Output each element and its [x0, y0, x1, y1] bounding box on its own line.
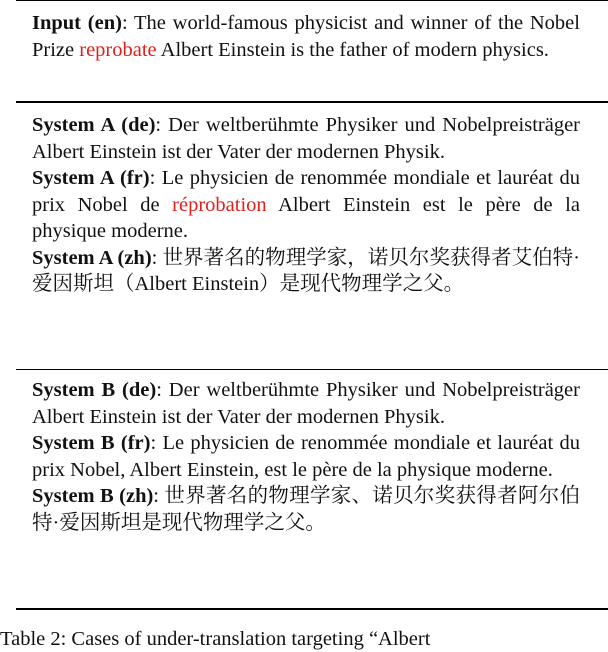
- system-b-de-text: : Der weltberühmte Physiker und Nobelpreisträger Albert Einstein ist der Vater der modernen Physik.: [32, 379, 580, 428]
- input-text-after: Albert Einstein is the father of modern physics.: [156, 38, 549, 61]
- system-a-fr-label: System A (fr): [32, 167, 150, 189]
- table-caption: Table 2: Cases of under-translation targeting “Albert: [0, 628, 431, 650]
- input-highlight: reprobate: [79, 38, 157, 61]
- system-a-de-text: : Der weltberühmte Physiker und Nobelpreisträger Albert Einstein ist der Vater der modernen Physik.: [32, 114, 581, 163]
- system-b-zh: [32, 483, 580, 536]
- system-b-zh-text: : 世界著名的物理学家、诺贝尔奖获得者阿尔伯特·爱因斯坦是现代物理学之父。: [32, 485, 580, 534]
- system-a-de-label: System A (de): [32, 114, 156, 136]
- system-a-fr: [32, 165, 580, 245]
- input-text-before: : The world-famous physicist and winner of the Nobel Prize: [32, 12, 580, 61]
- system-b-de: [32, 377, 580, 430]
- system-a-de: [32, 112, 580, 165]
- input-label: Input (en): [32, 12, 122, 34]
- system-a-zh-label: System A (zh): [32, 246, 152, 269]
- system-a-fr-text-after: Albert Einstein est le père de la physique moderne.: [32, 193, 580, 242]
- system-a-zh: [32, 245, 580, 298]
- system-b-de-label: System B (de): [32, 379, 157, 401]
- system-a-fr-text-before: : Le physicien de renommée mondiale et lauréat du prix Nobel de: [32, 167, 580, 216]
- system-b-fr-label: System B (fr): [32, 432, 151, 454]
- system-a-block: [32, 112, 580, 298]
- bottom-rule: [16, 608, 608, 610]
- rule-after-system-a: [16, 369, 608, 370]
- system-b-block: [32, 377, 580, 536]
- system-b-fr: [32, 430, 580, 483]
- system-b-fr-text: : Le physicien de renommée mondiale et lauréat du prix Nobel, Albert Einstein, est le père de la physique moderne.: [32, 432, 581, 481]
- system-a-fr-highlight: réprobation: [172, 193, 267, 216]
- rule-after-input: [16, 101, 608, 103]
- input-block: [32, 10, 580, 63]
- system-b-zh-label: System B (zh): [32, 485, 154, 507]
- system-a-zh-text: : 世界著名的物理学家，诺贝尔奖获得者艾伯特·爱因斯坦（Albert Einstein）是现代物理学之父。: [32, 246, 581, 295]
- top-rule: [16, 0, 608, 1]
